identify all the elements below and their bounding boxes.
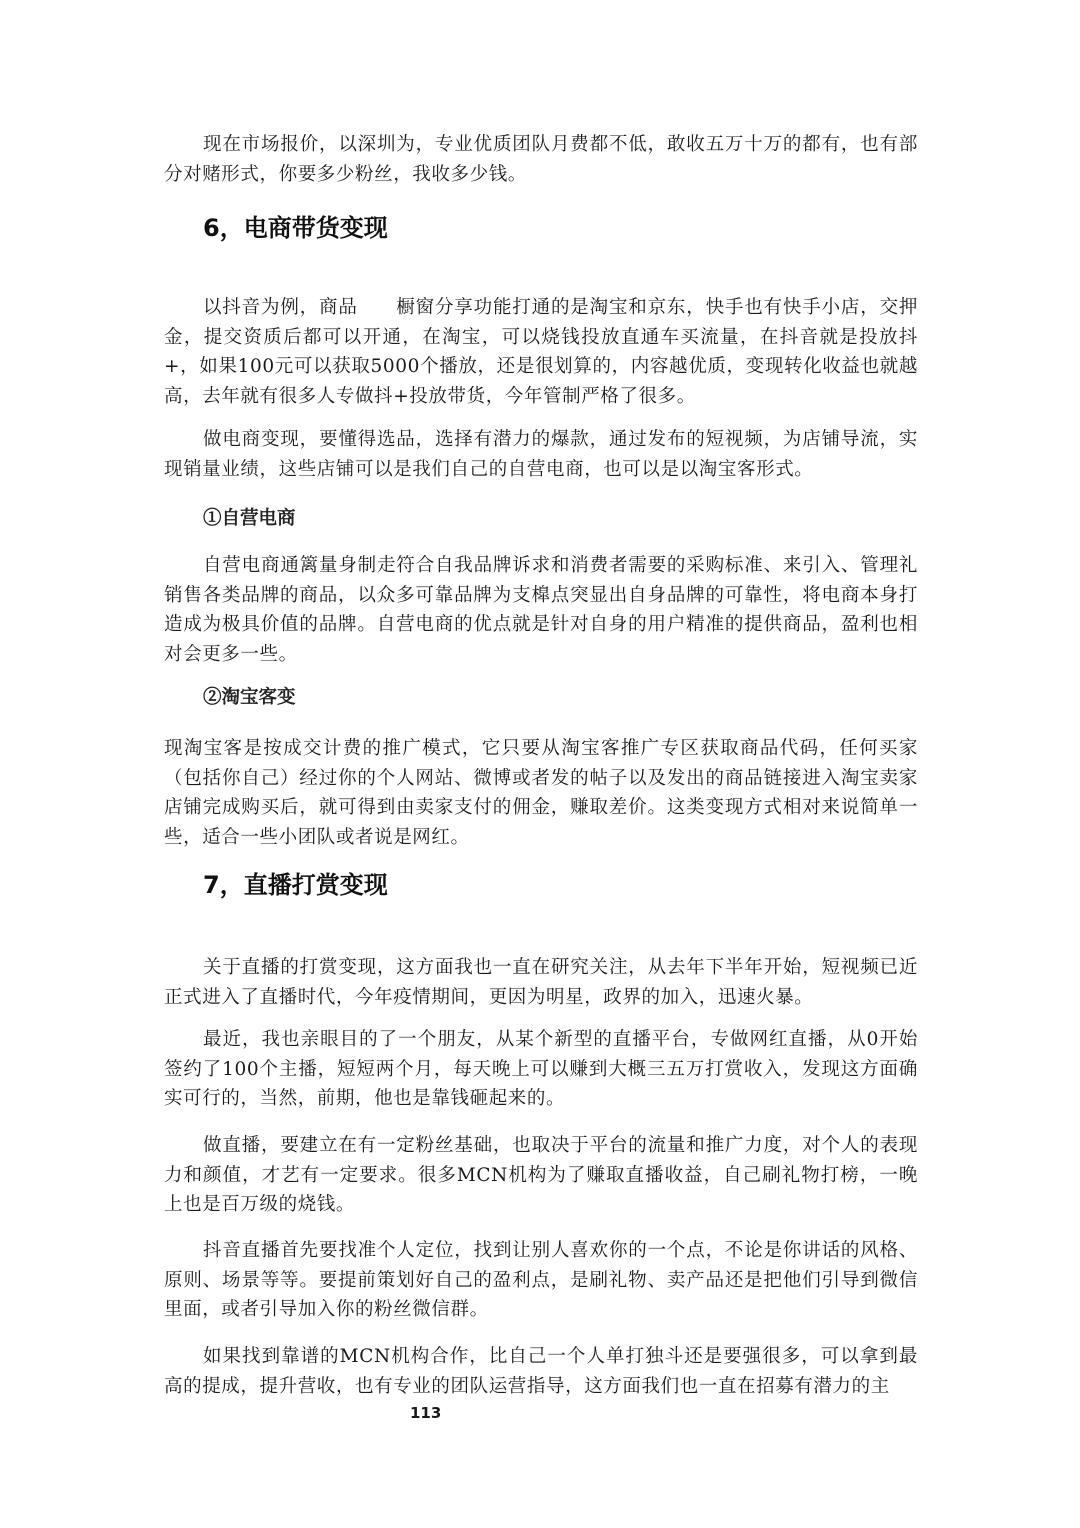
heading-ecommerce-monetization: 6，电商带货变现 xyxy=(203,214,388,242)
paragraph-douyin-example: 以抖音为例，商品 橱窗分享功能打通的是淘宝和京东，快手也有快手小店，交押金，提交资质后都可以开通，在淘宝，可以烧钱投放直通车买流量，在抖音就是投放抖+，如果100元可以获取5000个播放，还是很划算的，内容越优质，变现转化收益也就越高，去年就有很多人专做抖+投放带货，今年管制严格了很多。 xyxy=(164,297,918,407)
paragraph-live-streaming-era: 关于直播的打赏变现，这方面我也一直在研究关注，从去年下半年开始，短视频已近正式进入了直播时代，今年疫情期间，更因为明星，政界的加入，迅速火暴。 xyxy=(164,957,918,1008)
paragraph-mcn-cooperation: 如果找到靠谱的MCN机构合作，比自己一个人单打独斗还是要强很多，可以拿到最高的提成，提升营收，也有专业的团队运营指导，这方面我们也一直在招募有潜力的主 xyxy=(164,1346,918,1397)
paragraph-taobao-affiliate: 现淘宝客是按成交计费的推广模式，它只要从淘宝客推广专区获取商品代码，任何买家（包括你自己）经过你的个人网站、微博或者发的帖子以及发出的商品链接进入淘宝卖家店铺完成购买后，就可得到由卖家支付的佣金，赚取差价。这类变现方式相对来说简单一些，适合一些小团队或者说是网红。 xyxy=(164,738,918,848)
paragraph-product-selection: 做电商变现，要懂得选品，选择有潜力的爆款，通过发布的短视频，为店铺导流，实现销量业绩，这些店铺可以是我们自己的自营电商，也可以是以淘宝客形式。 xyxy=(164,429,918,480)
paragraph-friend-example: 最近，我也亲眼目的了一个朋友，从某个新型的直播平台，专做网红直播，从0开始签约了100个主播，短短两个月，每天晚上可以赚到大概三五万打赏收入，发现这方面确实可行的，当然，前期，他也是靠钱砸起来的。 xyxy=(164,1029,918,1109)
paragraph-douyin-live-positioning: 抖音直播首先要找准个人定位，找到让别人喜欢你的一个点，不论是你讲话的风格、原则、场景等等。要提前策划好自己的盈利点，是刷礼物、卖产品还是把他们引导到微信里面，或者引导加入你的粉丝微信群。 xyxy=(164,1240,918,1320)
paragraph-market-price: 现在市场报价，以深圳为，专业优质团队月费都不低，敢收五万十万的都有，也有部分对赌形式，你要多少粉丝，我收多少钱。 xyxy=(164,134,918,185)
heading-live-streaming-tips: 7，直播打赏变现 xyxy=(203,871,388,899)
subheading-taobao-affiliate: ②淘宝客变 xyxy=(203,687,296,708)
page-number: 113 xyxy=(410,1404,442,1422)
paragraph-self-operated-ecommerce: 自营电商通篱量身制走符合自我品牌诉求和消费者需要的采购标准、来引入、管理礼销售各类品牌的商品，以众多可靠品牌为支橰点突显出自身品牌的可靠性，将电商本身打造成为极具价值的品牌。自营电商的优点就是针对自身的用户精准的提供商品，盈利也相对会更多一些。 xyxy=(164,555,918,665)
paragraph-live-requirements: 做直播，要建立在有一定粉丝基础，也取决于平台的流量和推广力度，对个人的表现力和颜值，才艺有一定要求。很多MCN机构为了赚取直播收益，自己刷礼物打榜，一晚上也是百万级的烧钱。 xyxy=(164,1135,918,1215)
subheading-self-operated-ecommerce: ①自营电商 xyxy=(203,508,296,529)
